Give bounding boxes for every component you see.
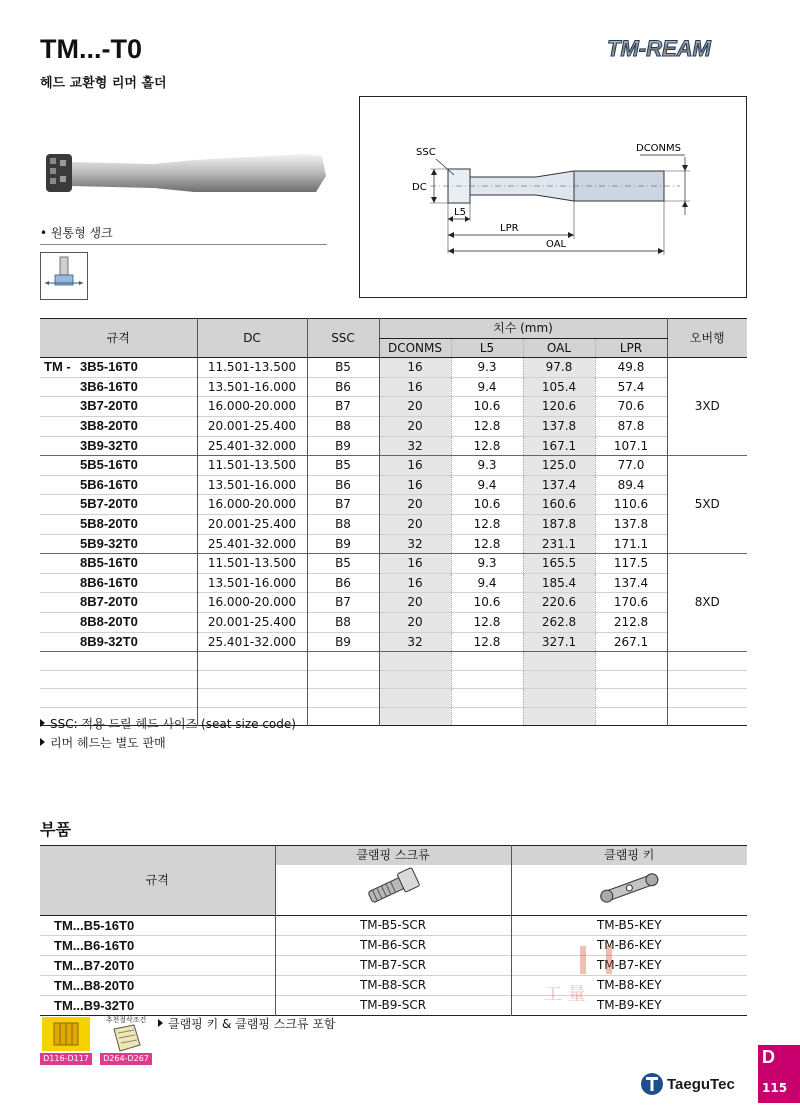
divider [40,244,327,245]
dc-cell: 20.001-25.400 [197,416,307,436]
ssc-cell [307,707,379,726]
table-row [40,593,747,613]
spec-code-cell [40,593,197,613]
dconms-cell [379,689,451,708]
part-code-cell: TM...B9-32T0 [54,998,135,1013]
l5-cell: 9.4 [451,475,523,495]
lpr-cell [595,670,667,689]
spec-code-cell [40,632,197,652]
svg-text:TaeguTec: TaeguTec [667,1076,735,1093]
dc-cell: 16.000-20.000 [197,397,307,417]
lpr-cell: 170.6 [595,593,667,613]
spec-code-cell [40,670,197,689]
dconms-cell: 16 [379,554,451,574]
oal-cell: 97.8 [523,358,595,378]
ssc-cell: B6 [307,377,379,397]
overhang-cell: 3XD [667,358,747,456]
oal-cell: 167.1 [523,436,595,456]
spec-table [40,318,747,726]
dc-cell: 13.501-16.000 [197,475,307,495]
section-page-tab [758,1045,800,1103]
dc-cell [197,689,307,708]
l5-cell: 12.8 [451,632,523,652]
dc-cell: 25.401-32.000 [197,632,307,652]
lpr-cell: 171.1 [595,534,667,554]
screw-cell: TM-B8-SCR [275,976,511,996]
col-header-oal: OAL [523,338,595,358]
screw-cell: TM-B5-SCR [275,916,511,936]
l5-cell: 9.3 [451,554,523,574]
spec-code-cell [40,456,197,476]
spec-code-cell [40,652,197,671]
oal-cell [523,707,595,726]
spec-code: 5B7-20T0 [80,496,138,512]
lpr-cell: 267.1 [595,632,667,652]
dc-cell: 16.000-20.000 [197,495,307,515]
lpr-cell: 107.1 [595,436,667,456]
svg-text:TM-REAM: TM-REAM [607,36,711,61]
dc-cell [197,652,307,671]
table-row [40,416,747,436]
table-row [40,534,747,554]
dconms-cell: 32 [379,632,451,652]
spec-code-cell [40,377,197,397]
watermark [540,940,680,1010]
ssc-cell: B6 [307,573,379,593]
oal-cell: 160.6 [523,495,595,515]
lpr-cell: 77.0 [595,456,667,476]
key-cell: TM-B8-KEY [511,976,747,996]
oal-cell: 137.8 [523,416,595,436]
overhang-cell [667,707,747,726]
table-row [40,632,747,652]
lpr-cell [595,689,667,708]
spec-code-cell [40,495,197,515]
oal-cell: 137.4 [523,475,595,495]
dc-cell: 11.501-13.500 [197,554,307,574]
lpr-cell: 137.4 [595,573,667,593]
l5-cell: 10.6 [451,593,523,613]
table-row [40,612,747,632]
dimension-drawing [359,96,747,298]
spec-code-cell [40,534,197,554]
ssc-cell: B7 [307,593,379,613]
spec-code-cell [40,554,197,574]
head-catalog-reference[interactable] [40,1015,92,1065]
page-number: 115 [762,1081,788,1095]
table-row [40,358,747,378]
ssc-cell: B5 [307,554,379,574]
table-row [40,652,747,671]
lpr-cell: 117.5 [595,554,667,574]
col-header-dimensions: 치수 (mm) [379,319,667,339]
col-header-ssc: SSC [307,319,379,358]
spec-code: 8B8-20T0 [80,613,138,629]
oal-label: OAL [546,239,567,250]
included-parts-note: 클램핑 키 & 클램핑 스크류 포함 [158,1015,336,1032]
spec-code: 5B8-20T0 [80,515,138,531]
table-row [40,916,747,936]
col-header-lpr: LPR [595,338,667,358]
clamping-screw-image [275,865,511,916]
table-row [40,554,747,574]
lpr-cell: 87.8 [595,416,667,436]
spec-code-cell [40,514,197,534]
l5-cell: 9.4 [451,573,523,593]
dconms-cell: 16 [379,358,451,378]
l5-label: L5 [454,207,466,218]
lpr-cell: 137.8 [595,514,667,534]
table-row [40,573,747,593]
key-cell: TM-B9-KEY [511,996,747,1016]
dc-label: DC [412,182,427,193]
notes [40,715,296,753]
spec-code: 5B9-32T0 [80,535,138,551]
dconms-cell: 32 [379,534,451,554]
col-header-spec: 규격 [40,846,275,916]
lpr-cell: 57.4 [595,377,667,397]
lpr-cell: 212.8 [595,612,667,632]
ssc-cell: B6 [307,475,379,495]
dc-cell: 20.001-25.400 [197,514,307,534]
oal-cell: 185.4 [523,573,595,593]
table-row [40,495,747,515]
oal-cell: 262.8 [523,612,595,632]
ssc-cell [307,652,379,671]
overhang-cell [667,689,747,708]
spec-code: 8B9-32T0 [80,633,138,649]
ssc-cell: B8 [307,514,379,534]
note-item: 리머 헤드는 별도 판매 [40,734,296,753]
spec-code-cell [40,475,197,495]
col-header-dc: DC [197,319,307,358]
dconms-label: DCONMS [636,143,682,154]
l5-cell: 12.8 [451,436,523,456]
table-row [40,514,747,534]
dconms-cell: 20 [379,612,451,632]
cond-pages-label: D264-D267 [100,1053,152,1065]
spec-code-cell [40,397,197,417]
dc-cell: 13.501-16.000 [197,573,307,593]
col-header-spec: 규격 [40,319,197,358]
l5-cell: 9.4 [451,377,523,397]
screw-cell: TM-B6-SCR [275,936,511,956]
l5-cell [451,707,523,726]
lpr-cell [595,707,667,726]
spec-code: 3B5-16T0 [80,359,138,375]
dconms-cell: 16 [379,475,451,495]
reamer-head-icon [40,1015,92,1053]
lpr-label: LPR [500,223,519,234]
oal-cell: 231.1 [523,534,595,554]
spec-code-cell [40,573,197,593]
oal-cell: 120.6 [523,397,595,417]
oal-cell: 220.6 [523,593,595,613]
cutting-conditions-caption: 추천절삭조건 [105,1016,147,1024]
ssc-cell: B9 [307,534,379,554]
part-code-cell: TM...B8-20T0 [54,978,135,993]
key-cell: TM-B6-KEY [511,936,747,956]
ssc-cell: B5 [307,456,379,476]
parts-title: 부품 [40,820,71,839]
ssc-cell: B5 [307,358,379,378]
oal-cell: 165.5 [523,554,595,574]
col-header-key: 클램핑 키 [511,846,747,866]
l5-cell: 9.3 [451,456,523,476]
oal-cell: 105.4 [523,377,595,397]
ssc-cell: B9 [307,632,379,652]
dc-cell: 25.401-32.000 [197,436,307,456]
table-row [40,689,747,708]
table-row [40,397,747,417]
cylindrical-shank-icon [40,252,88,300]
table-row [40,475,747,495]
dc-cell: 13.501-16.000 [197,377,307,397]
dc-cell: 25.401-32.000 [197,534,307,554]
dconms-cell: 16 [379,573,451,593]
spec-code: 3B8-20T0 [80,417,138,433]
l5-cell: 9.3 [451,358,523,378]
l5-cell [451,689,523,708]
dconms-cell [379,652,451,671]
ssc-cell: B7 [307,397,379,417]
lpr-cell: 89.4 [595,475,667,495]
screw-cell: TM-B9-SCR [275,996,511,1016]
dconms-cell: 32 [379,436,451,456]
table-row [40,377,747,397]
section-letter: D [762,1047,775,1067]
spec-code-cell [40,416,197,436]
spec-code: 5B6-16T0 [80,476,138,492]
ssc-cell [307,689,379,708]
lpr-cell: 70.6 [595,397,667,417]
dconms-cell: 16 [379,456,451,476]
lpr-cell: 110.6 [595,495,667,515]
dconms-cell [379,707,451,726]
spec-code: 3B7-20T0 [80,398,138,414]
dconms-cell: 20 [379,416,451,436]
spec-code: 3B9-32T0 [80,437,138,453]
page-subtitle: 헤드 교환형 리머 홀더 [40,76,167,91]
lpr-cell: 49.8 [595,358,667,378]
clamping-key-image [511,865,747,916]
ssc-cell: B8 [307,612,379,632]
spec-prefix: TM - [44,359,71,375]
oal-cell: 125.0 [523,456,595,476]
dconms-cell: 16 [379,377,451,397]
note-item: SSC: 적용 드릴 헤드 사이즈 (seat size code) [40,715,296,734]
dc-cell: 16.000-20.000 [197,593,307,613]
ssc-cell: B8 [307,416,379,436]
oal-cell [523,652,595,671]
ssc-cell: B9 [307,436,379,456]
cutting-conditions-reference[interactable] [100,1015,152,1065]
l5-cell: 10.6 [451,397,523,417]
table-row [40,436,747,456]
key-cell: TM-B7-KEY [511,956,747,976]
overhang-cell: 5XD [667,456,747,554]
spec-code: 8B5-16T0 [80,555,138,571]
dc-cell: 11.501-13.500 [197,358,307,378]
overhang-cell [667,652,747,671]
spec-code-cell [40,689,197,708]
taegutec-logo [640,1069,745,1099]
l5-cell [451,670,523,689]
oal-cell: 187.8 [523,514,595,534]
spec-code: 8B6-16T0 [80,574,138,590]
lpr-cell [595,652,667,671]
tool-photo [44,140,329,210]
spec-code-cell [40,358,197,378]
spec-code: 3B6-16T0 [80,378,138,394]
page-title: TM...-T0 [40,34,142,64]
oal-cell [523,670,595,689]
part-code-cell: TM...B7-20T0 [54,958,135,973]
l5-cell: 12.8 [451,416,523,436]
l5-cell: 10.6 [451,495,523,515]
dc-cell: 20.001-25.400 [197,612,307,632]
ssc-label: SSC [416,147,436,158]
overhang-cell: 8XD [667,554,747,652]
book-icon [100,1019,152,1057]
screw-cell: TM-B7-SCR [275,956,511,976]
spec-code-cell [40,436,197,456]
col-header-overhang: 오버행 [667,319,747,358]
col-header-screw: 클램핑 스크류 [275,846,511,866]
part-code-cell: TM...B6-16T0 [54,938,135,953]
spec-code: 5B5-16T0 [80,457,138,473]
dc-cell: 11.501-13.500 [197,456,307,476]
head-pages-label: D116-D117 [40,1053,92,1065]
ssc-cell: B7 [307,495,379,515]
dconms-cell [379,670,451,689]
table-row [40,670,747,689]
dconms-cell: 20 [379,514,451,534]
shank-type-label: • 원통형 생크 [40,226,113,240]
l5-cell: 12.8 [451,534,523,554]
dconms-cell: 20 [379,397,451,417]
spec-code-cell [40,612,197,632]
col-header-l5: L5 [451,338,523,358]
ssc-cell [307,670,379,689]
l5-cell: 12.8 [451,514,523,534]
table-row [40,456,747,476]
dc-cell [197,670,307,689]
oal-cell: 327.1 [523,632,595,652]
l5-cell: 12.8 [451,612,523,632]
part-code-cell: TM...B5-16T0 [54,918,135,933]
dconms-cell: 20 [379,593,451,613]
overhang-cell [667,670,747,689]
dconms-cell: 20 [379,495,451,515]
key-cell: TM-B5-KEY [511,916,747,936]
tm-ream-logo [605,35,747,61]
svg-text:工 量: 工 量 [544,984,586,1005]
l5-cell [451,652,523,671]
col-header-dconms: DCONMS [379,338,451,358]
oal-cell [523,689,595,708]
spec-code: 8B7-20T0 [80,594,138,610]
